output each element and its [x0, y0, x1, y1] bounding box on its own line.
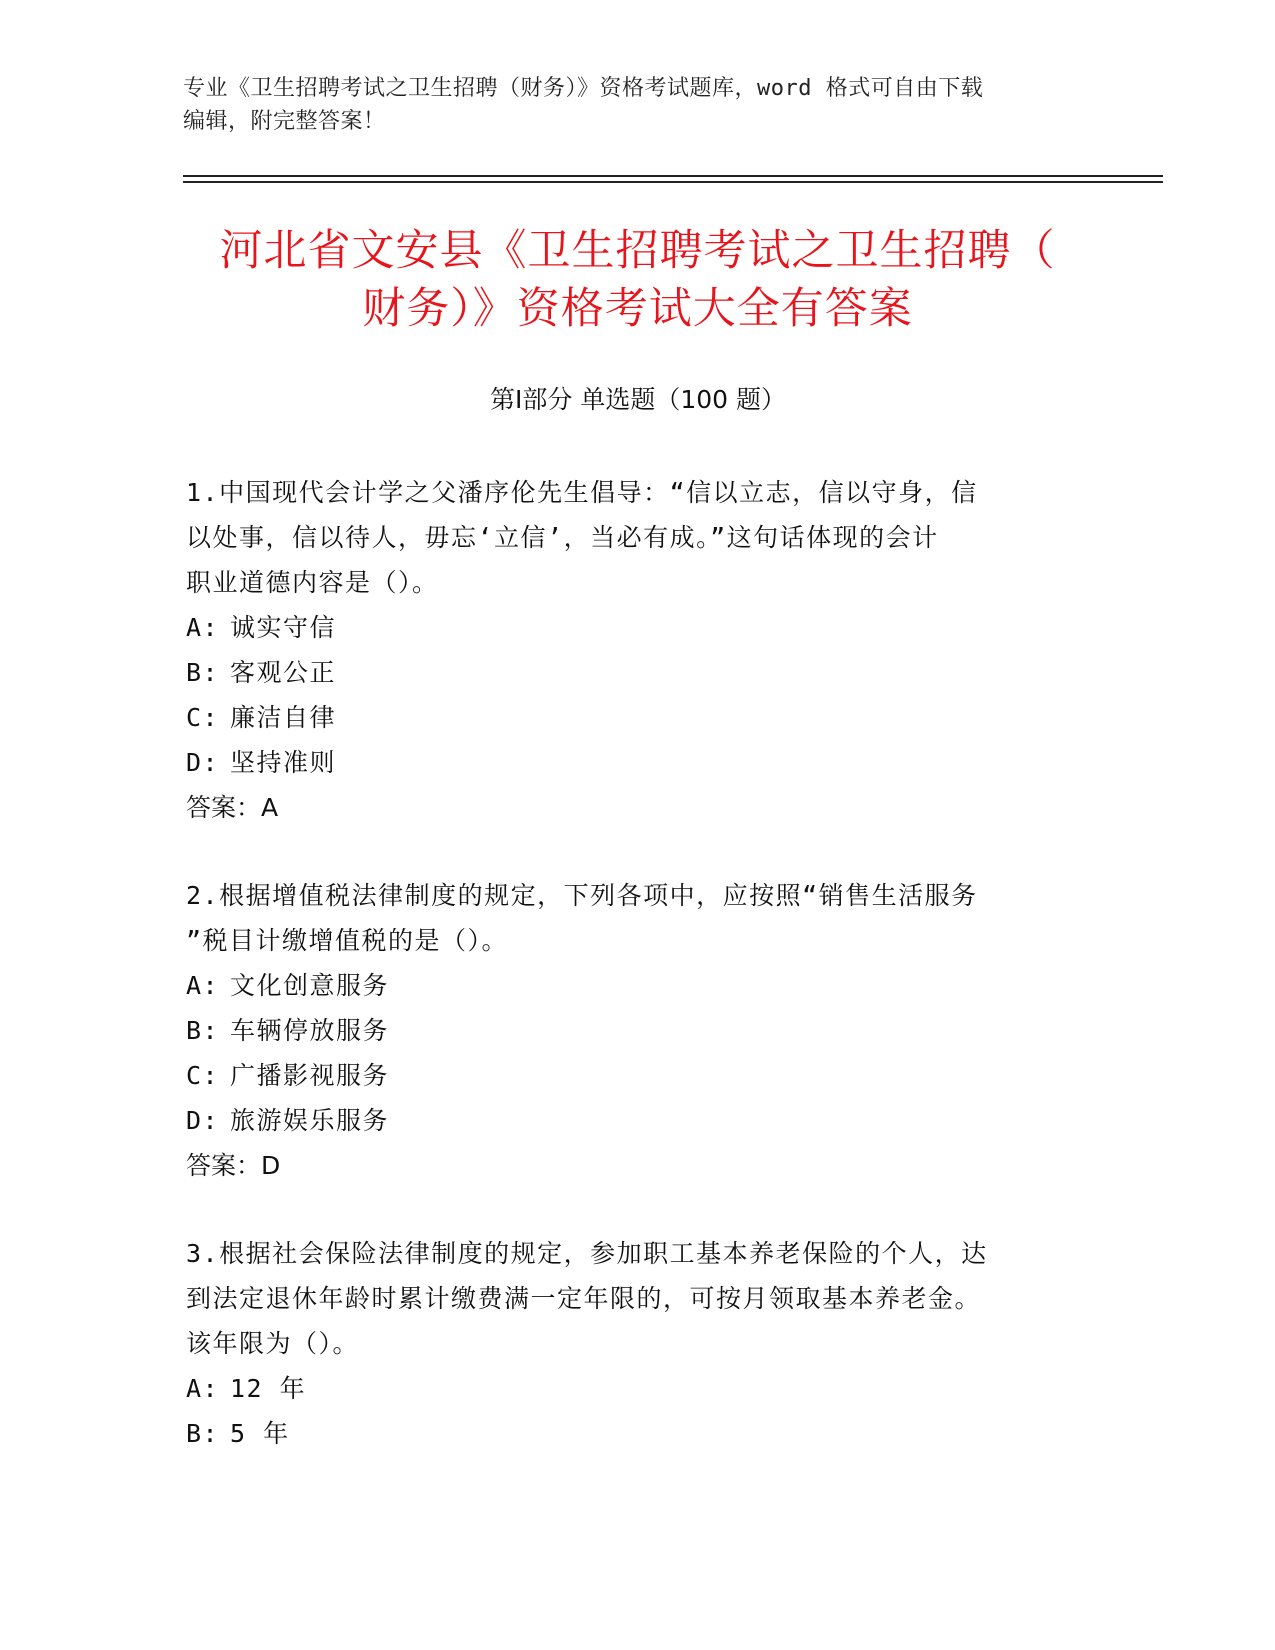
question-stem-line: 以处事，信以待人，毋忘‘立信’，当必有成。”这句话体现的会计	[186, 523, 939, 552]
option-d	[186, 1098, 1066, 1143]
question-stem-line: 2.根据增值税法律制度的规定，下列各项中，应按照“销售生活服务	[186, 881, 978, 910]
option-c	[186, 1053, 1066, 1098]
option-key: C:	[186, 1061, 220, 1090]
option-text: 廉洁自律	[230, 703, 337, 732]
header-note-line-2: 编辑，附完整答案！	[183, 109, 386, 134]
question-3	[186, 1231, 1066, 1456]
question-stem-line: 到法定退休年龄时累计缴费满一定年限的，可按月领取基本养老金。	[186, 1284, 982, 1313]
option-key: A:	[186, 613, 220, 642]
option-key: B:	[186, 1016, 220, 1045]
question-1	[186, 470, 1066, 830]
option-text: 5 年	[230, 1419, 290, 1448]
header-divider-top	[183, 175, 1163, 177]
option-key: B:	[186, 1419, 220, 1448]
question-list	[186, 470, 1066, 1499]
option-key: A:	[186, 1374, 220, 1403]
document-title-line-1: 河北省文安县《卫生招聘考试之卫生招聘（	[219, 226, 1056, 276]
option-key: B:	[186, 658, 220, 687]
option-a	[186, 1366, 1066, 1411]
option-b	[186, 1008, 1066, 1053]
option-text: 12 年	[230, 1374, 307, 1403]
option-key: A:	[186, 971, 220, 1000]
option-text: 车辆停放服务	[230, 1016, 390, 1045]
option-a	[186, 605, 1066, 650]
question-stem-line: 职业道德内容是（）。	[186, 568, 439, 597]
document-title	[150, 222, 1125, 338]
question-stem-line: 该年限为（）。	[186, 1329, 360, 1358]
document-title-line-2: 财务）》资格考试大全有答案	[362, 284, 913, 334]
option-c	[186, 695, 1066, 740]
option-b	[186, 650, 1066, 695]
option-text: 广播影视服务	[230, 1061, 390, 1090]
header-note-line-1: 专业《卫生招聘考试之卫生招聘（财务）》资格考试题库，word 格式可自由下载	[183, 76, 984, 101]
answer-line: 答案：A	[186, 793, 279, 822]
question-stem-line: 3.根据社会保险法律制度的规定，参加职工基本养老保险的个人，达	[186, 1239, 988, 1268]
question-stem-line: 1.中国现代会计学之父潘序伦先生倡导：“信以立志，信以守身，信	[186, 478, 978, 507]
question-stem-line: ”税目计缴增值税的是（）。	[186, 926, 509, 955]
option-key: C:	[186, 703, 220, 732]
option-d	[186, 740, 1066, 785]
option-key: D:	[186, 1106, 220, 1135]
option-a	[186, 963, 1066, 1008]
option-b	[186, 1411, 1066, 1456]
option-key: D:	[186, 748, 220, 777]
option-text: 客观公正	[230, 658, 337, 687]
answer-line: 答案：D	[186, 1151, 281, 1180]
option-text: 坚持准则	[230, 748, 337, 777]
option-text: 旅游娱乐服务	[230, 1106, 390, 1135]
section-title: 第Ⅰ部分 单选题（100 题）	[490, 385, 786, 414]
header-divider-bottom	[183, 181, 1163, 183]
header-note	[183, 72, 1063, 138]
option-text: 文化创意服务	[230, 971, 390, 1000]
question-2	[186, 873, 1066, 1188]
option-text: 诚实守信	[230, 613, 337, 642]
